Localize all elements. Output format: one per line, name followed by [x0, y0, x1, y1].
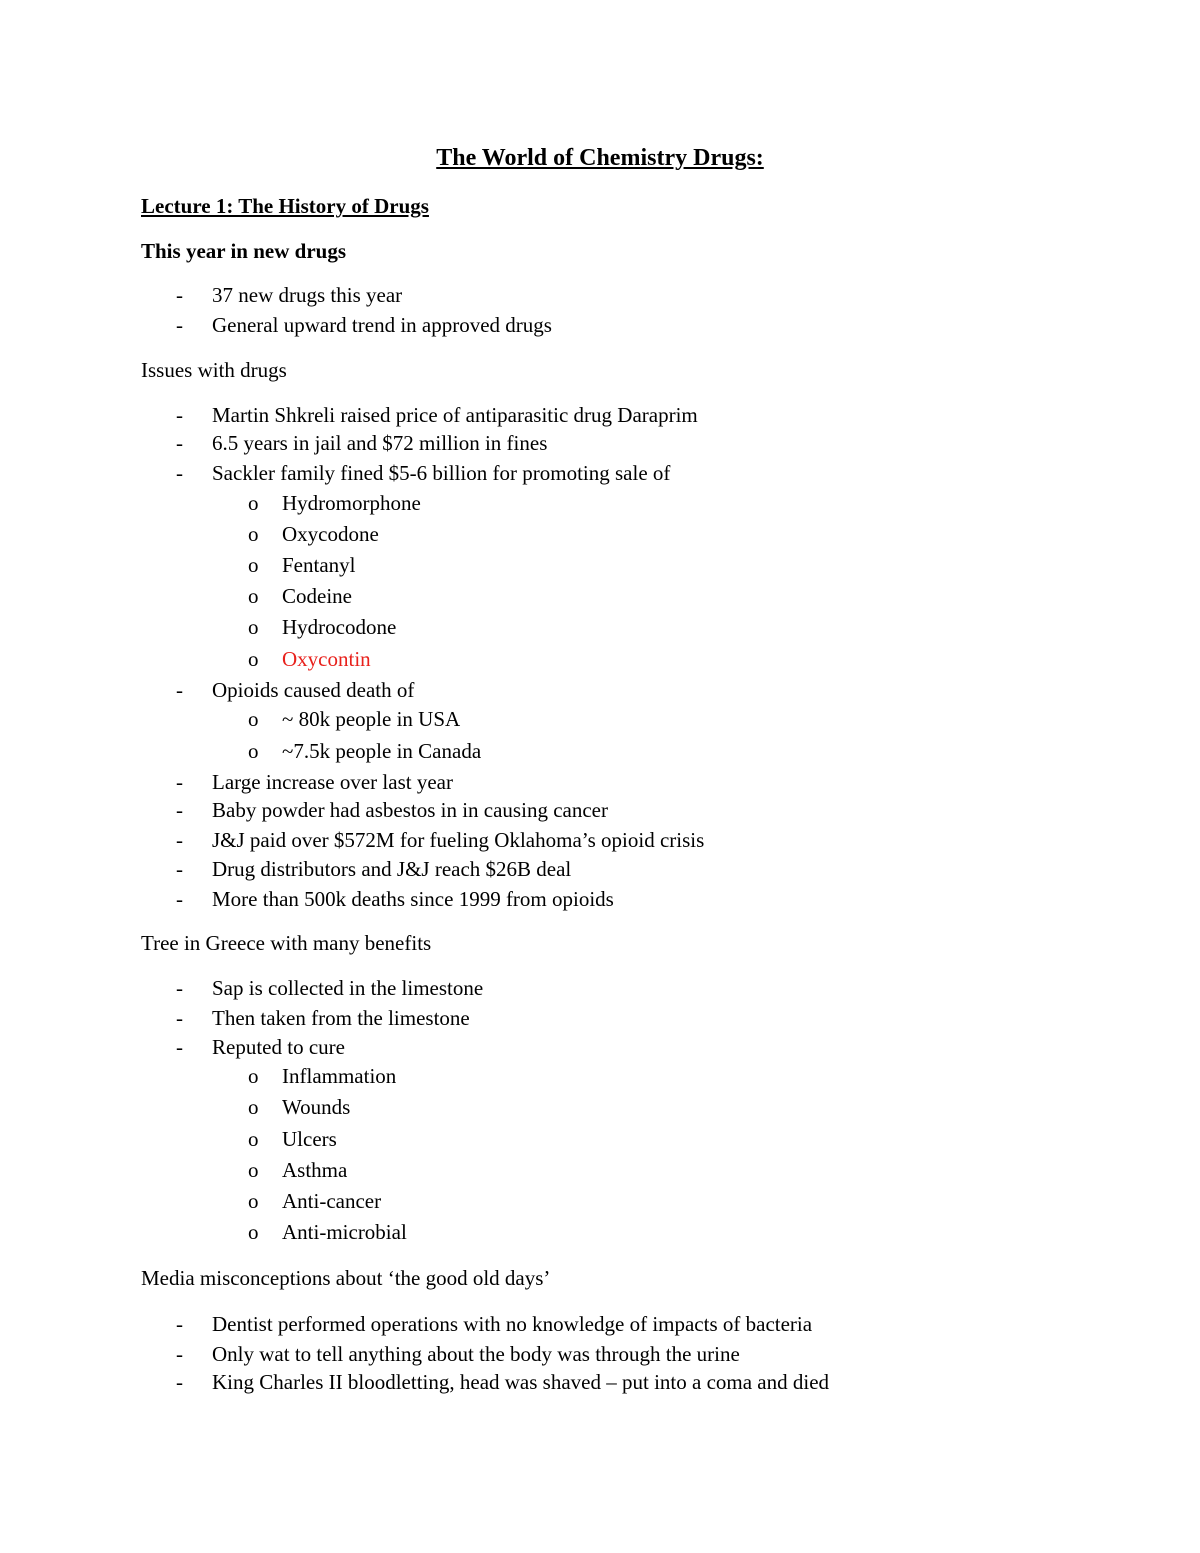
sub-bullet-marker: o [248, 553, 259, 577]
sub-list-item: ~ 80k people in USA [282, 707, 461, 731]
list-item: Then taken from the limestone [212, 1006, 470, 1030]
sub-bullet-marker: o [248, 522, 259, 546]
list-item: Sackler family fined $5-6 billion for promoting sale of [212, 461, 671, 485]
list-item: King Charles II bloodletting, head was shaved – put into a coma and died [212, 1370, 830, 1394]
section-heading: This year in new drugs [141, 239, 346, 263]
bullet-marker: - [176, 887, 183, 911]
sub-list-item: Anti-cancer [282, 1189, 382, 1213]
bullet-marker: - [176, 1035, 183, 1059]
sub-list-item: Ulcers [282, 1127, 337, 1151]
list-item: J&J paid over $572M for fueling Oklahoma’s opioid crisis [212, 828, 705, 852]
sub-bullet-marker: o [248, 1158, 259, 1182]
bullet-marker: - [176, 1006, 183, 1030]
bullet-marker: - [176, 403, 183, 427]
section-heading: Tree in Greece with many benefits [141, 931, 432, 955]
bullet-marker: - [176, 313, 183, 337]
section-heading: Media misconceptions about ‘the good old days’ [141, 1266, 551, 1290]
section-heading: Issues with drugs [141, 358, 287, 382]
sub-bullet-marker: o [248, 1127, 259, 1151]
sub-bullet-marker: o [248, 1095, 259, 1119]
sub-list-item: Wounds [282, 1095, 351, 1119]
bullet-marker: - [176, 1342, 183, 1366]
bullet-marker: - [176, 798, 183, 822]
list-item: Martin Shkreli raised price of antiparasitic drug Daraprim [212, 403, 698, 427]
sub-list-item: Fentanyl [282, 553, 356, 577]
list-item: Large increase over last year [212, 770, 453, 794]
bullet-marker: - [176, 1370, 183, 1394]
bullet-marker: - [176, 828, 183, 852]
list-item: 6.5 years in jail and $72 million in fines [212, 431, 548, 455]
sub-bullet-marker: o [248, 615, 259, 639]
bullet-marker: - [176, 431, 183, 455]
list-item: More than 500k deaths since 1999 from opioids [212, 887, 614, 911]
sub-list-item: Inflammation [282, 1064, 397, 1088]
list-item: Dentist performed operations with no knowledge of impacts of bacteria [212, 1312, 813, 1336]
list-item: Only wat to tell anything about the body was through the urine [212, 1342, 740, 1366]
sub-list-item-highlighted: Oxycontin [282, 647, 371, 671]
sub-bullet-marker: o [248, 707, 259, 731]
bullet-marker: - [176, 678, 183, 702]
list-item: Sap is collected in the limestone [212, 976, 484, 1000]
bullet-marker: - [176, 770, 183, 794]
sub-list-item: Hydromorphone [282, 491, 421, 515]
sub-bullet-marker: o [248, 647, 259, 671]
sub-bullet-marker: o [248, 1220, 259, 1244]
list-item: Baby powder had asbestos in in causing cancer [212, 798, 608, 822]
sub-list-item: Oxycodone [282, 522, 379, 546]
bullet-marker: - [176, 283, 183, 307]
sub-bullet-marker: o [248, 1189, 259, 1213]
bullet-marker: - [176, 461, 183, 485]
sub-list-item: Anti-microbial [282, 1220, 407, 1244]
bullet-marker: - [176, 1312, 183, 1336]
sub-bullet-marker: o [248, 584, 259, 608]
sub-list-item: Codeine [282, 584, 352, 608]
sub-bullet-marker: o [248, 1064, 259, 1088]
sub-list-item: ~7.5k people in Canada [282, 739, 482, 763]
sub-list-item: Hydrocodone [282, 615, 397, 639]
list-item: General upward trend in approved drugs [212, 313, 552, 337]
list-item: Reputed to cure [212, 1035, 345, 1059]
list-item: Opioids caused death of [212, 678, 415, 702]
list-item: Drug distributors and J&J reach $26B deal [212, 857, 572, 881]
lecture-heading: Lecture 1: The History of Drugs [141, 194, 429, 218]
sub-bullet-marker: o [248, 491, 259, 515]
sub-bullet-marker: o [248, 739, 259, 763]
list-item: 37 new drugs this year [212, 283, 403, 307]
sub-list-item: Asthma [282, 1158, 348, 1182]
document-title: The World of Chemistry Drugs: [436, 145, 764, 171]
bullet-marker: - [176, 857, 183, 881]
bullet-marker: - [176, 976, 183, 1000]
